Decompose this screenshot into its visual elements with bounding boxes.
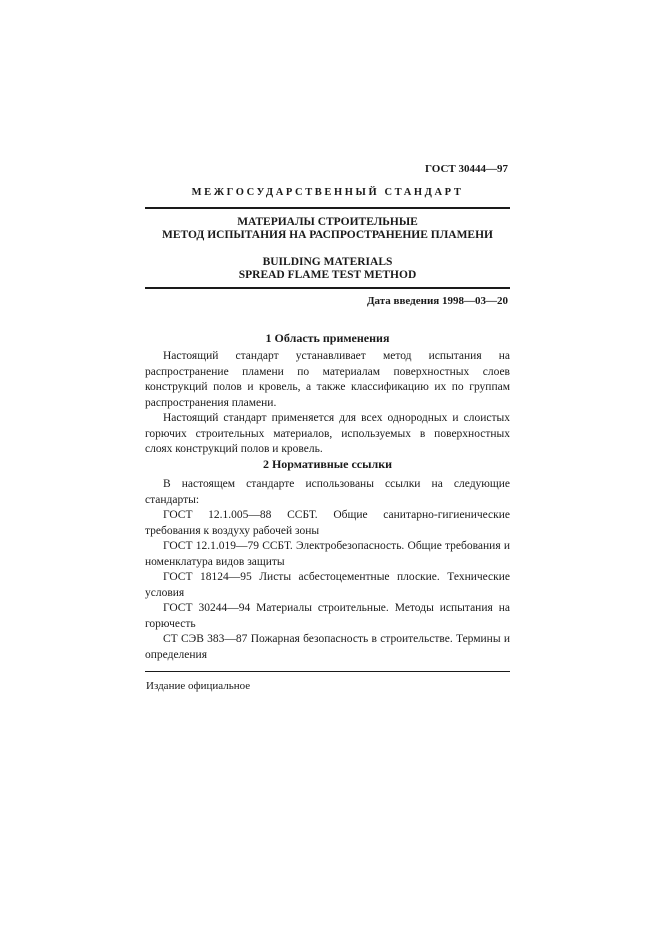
- normative-reference: ГОСТ 12.1.005—88 ССБТ. Общие санитарно-гигиенические требования к воздуху рабочей зоны: [145, 509, 510, 537]
- footer-rule: [145, 671, 510, 672]
- normative-reference: ГОСТ 30244—94 Материалы строительные. Методы испытания на горючесть: [145, 602, 510, 630]
- normative-reference: ГОСТ 12.1.019—79 ССБТ. Электробезопасность. Общие требования и номенклатура видов защиты: [145, 540, 510, 568]
- normative-reference: ГОСТ 18124—95 Листы асбестоцементные плоские. Технические условия: [145, 571, 510, 599]
- top-rule: [145, 207, 510, 209]
- section-2-heading: 2 Нормативные ссылки: [262, 457, 393, 471]
- official-edition-note: Издание официальное: [146, 680, 251, 692]
- section-1-body: [145, 349, 510, 458]
- interstate-standard-label: МЕЖГОСУДАРСТВЕННЫЙ СТАНДАРТ: [191, 187, 464, 198]
- title-russian: [145, 216, 510, 242]
- section-1-paragraph: Настоящий стандарт устанавливает метод испытания на распространение пламени по материалам поверхностных слоев конструкций полов и кровель, а также классификацию их по группам распространения пламени.: [145, 350, 510, 409]
- title-en-line-2: SPREAD FLAME TEST METHOD: [238, 269, 417, 281]
- document-code: ГОСТ 30444—97: [425, 163, 508, 175]
- title-en-line-1: BUILDING MATERIALS: [262, 256, 393, 268]
- normative-reference: СТ СЭВ 383—87 Пожарная безопасность в строительстве. Термины и определения: [145, 633, 510, 661]
- section-2-body: [145, 477, 510, 663]
- title-ru-line-1: МАТЕРИАЛЫ СТРОИТЕЛЬНЫЕ: [237, 216, 418, 228]
- title-bottom-rule: [145, 287, 510, 289]
- section-1-paragraph: Настоящий стандарт применяется для всех однородных и слоистых горючих строительных материалов, используемых в поверхностных слоях конструкций полов и кровель.: [145, 412, 510, 455]
- introduction-date: Дата введения 1998—03—20: [366, 295, 508, 307]
- title-ru-line-2: МЕТОД ИСПЫТАНИЯ НА РАСПРОСТРАНЕНИЕ ПЛАМЕНИ: [162, 229, 493, 241]
- title-english: [145, 256, 510, 282]
- section-1-heading: 1 Область применения: [265, 331, 390, 345]
- section-2-intro: В настоящем стандарте использованы ссылки на следующие стандарты:: [145, 478, 510, 506]
